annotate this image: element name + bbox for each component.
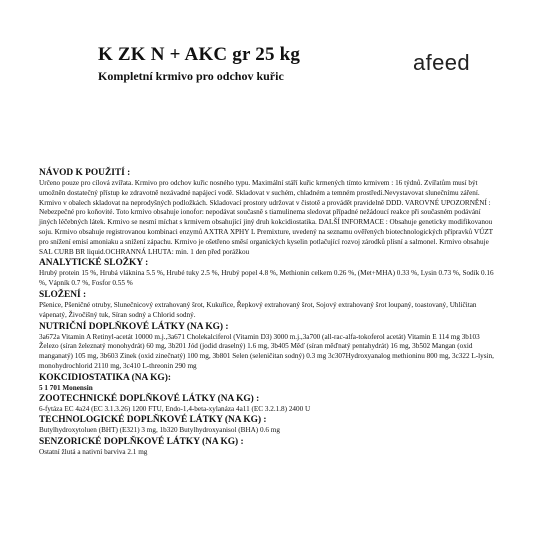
section-text-technologicke: Butylhydroxytoluen (BHT) (E321) 3 mg, 1b320 Butylhydroxyanisol (BHA) 0.6 mg <box>39 426 280 435</box>
label-header <box>0 44 540 94</box>
product-title: K ZK N + AKC gr 25 kg <box>98 44 301 65</box>
section-heading-senzoricke: SENZORICKÉ DOPLŇKOVÉ LÁTKY (NA KG) : <box>39 437 244 448</box>
section-text-kokcidiostatika: 5 1 701 Monensin <box>39 383 93 392</box>
product-subtitle: Kompletní krmivo pro odchov kuřic <box>98 69 284 83</box>
section-heading-technologicke: TECHNOLOGICKÉ DOPLŇKOVÉ LÁTKY (NA KG) : <box>39 415 267 426</box>
section-heading-analyticke: ANALYTICKÉ SLOŽKY : <box>39 258 149 269</box>
afeed-logo: afeed <box>413 50 471 75</box>
section-text-analyticke: Hrubý protein 15 %, Hrubá vláknina 5.5 %, Hrubé tuky 2.5 %, Hrubý popel 4.8 %, Methionin celkem 0.26 %, (Met+MHA) 0.33 %, Lysin 0.73 %, Sodík 0.16 %, Vápník 0.7 %, Fosfor 0.55 % <box>39 269 494 288</box>
section-heading-nutricni: NUTRIČNÍ DOPLŇKOVÉ LÁTKY (NA KG) : <box>39 321 229 332</box>
section-heading-slozeni: SLOŽENÍ : <box>39 289 87 300</box>
section-text-nutricni: 3a672a Vitamin A Retinyl-acetát 10000 m.j.,3a671 Cholekalciferol (Vitamin D3) 3000 m.j.,3a700 (all-rac-alfa-tokoferol acetát) Vitamin E 114 mg 3b103 Železo (síran železnatý monohydrát) 60 mg, 3b201 Jód (jodid draselný) 1.6 mg, 3b405 Měď (síran měďnatý pentahydrát) 16 mg, 3b502 Mangan (oxid manganatý) 105 mg, 3b603 Zinek (oxid zinečnatý) 100 mg, 3b801 Selen (seleničitan sodný) 0.3 mg 3c307Hydroxyanalog methioninu 800 mg, 3c322 L-lysin, monohydrochlorid 2110 mg, 3c410 L-threonin 290 mg <box>39 332 494 370</box>
section-text-slozeni: Pšenice, Pšeničné otruby, Slunečnicový extrahovaný šrot, Kukuřice, Řepkový extrahovaný šrot, Sojový extrahovaný šrot loupaný, toastovaný, Uhličitan vápenatý, Živočišný tuk, Síran sodný a Chlorid sodný. <box>39 300 477 319</box>
section-heading-zootechnicke: ZOOTECHNICKÉ DOPLŇKOVÉ LÁTKY (NA KG) : <box>39 393 260 404</box>
section-heading-kokcidiostatika: KOKCIDIOSTATIKA (NA KG): <box>39 372 171 383</box>
section-text-zootechnicke: 6-fytáza EC 4a24 (EC 3.1.3.26) 1200 FTU, Endo-1,4-beta-xylanáza 4a11 (EC 3.2.1.8) 2400 U <box>39 404 311 413</box>
section-heading-navod: NÁVOD K POUŽITÍ : <box>39 168 131 178</box>
section-text-navod: Určeno pouze pro cílová zvířata. Krmivo pro odchov kuřic nosného typu. Maximální stáří kuřic krmených tímto krmivem : 16 týdnů. Zvířatům musí být umožněn dostatečný přístup ke zdravotně nezávadné napájecí vodě. Skladovat v suchém, chladném a temném prostředí.Nevystavovat slunečnímu záření. Krmivo v obalech skladovat na neprodyšných podložkách. Skladovací prostory udržovat v čistotě a provádět pravidelně DDD. VAROVNÉ UPOZORNĚNÍ : Nebezpečné pro koňovité. Toto krmivo obsahuje ionofor: nepodávat současně s tiamulinema sledovat případné nežádoucí reakce při současném podávání jiných léčebných látek. Krmivo se nesmí míchat s krmivem obsahující jiný druh kokcidiostatika. DALŠÍ INFORMACE : Obsahuje geneticky modifikovanou soju. Krmivo obsahuje registrovanou kombinaci enzymů AXTRA XPHY L Premixture, uvedený na seznamu ověřených biotechnologických přípravků VÚZT pro snížení emisí amoniaku a snížení zápachu. Krmivo je ošetřeno směsí organických kyselin potlačující rozvoj zárodků plísní a salmonel. Krmivo obsahuje SAL CURB BR liquid.OCHRANNÁ LHUTA: min. 1 den před porážkou <box>39 179 493 256</box>
label-content <box>39 168 499 459</box>
section-text-senzoricke: Ostatní žlutá a nativní barviva 2.1 mg <box>39 448 148 457</box>
